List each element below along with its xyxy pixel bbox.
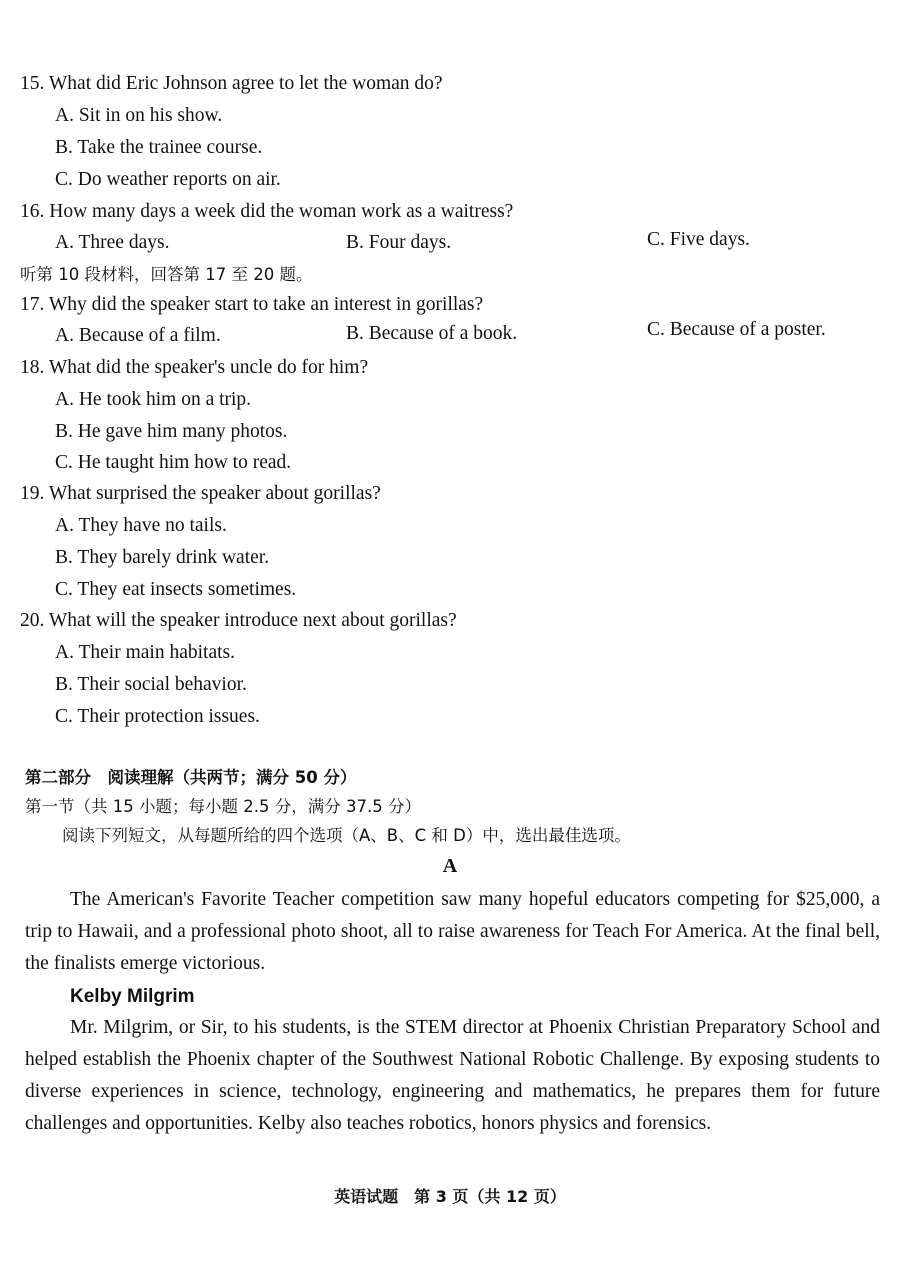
reading-instruction: 阅读下列短文，从每题所给的四个选项（A、B、C 和 D）中，选出最佳选项。	[62, 826, 631, 845]
question-19-option-a: A. They have no tails.	[55, 515, 227, 536]
question-20-stem: 20. What will the speaker introduce next about gorillas?	[20, 610, 457, 631]
question-17-stem: 17. Why did the speaker start to take an interest in gorillas?	[20, 294, 484, 315]
question-20-option-c: C. Their protection issues.	[55, 706, 260, 727]
question-15-stem: 15. What did Eric Johnson agree to let the woman do?	[20, 73, 443, 94]
passage-paragraph-1-text: Mr. Milgrim, or Sir, to his students, is the STEM director at Phoenix Christian Preparatory School and helped establish the Phoenix chapter of the Southwest National Robotic Challenge. By exposing students to diverse experiences in science, technology, engineering and mathematics, he prepares them for future challenges and opportunities. Kelby also teaches robotics, honors physics and forensics.	[25, 1017, 880, 1134]
question-15-option-a: A. Sit in on his show.	[55, 105, 223, 126]
question-17-option-a: A. Because of a film.	[55, 325, 221, 346]
question-15-option-c: C. Do weather reports on air.	[55, 169, 281, 190]
question-16-option-a: A. Three days.	[55, 232, 170, 253]
question-18-option-b: B. He gave him many photos.	[55, 421, 288, 442]
question-19-stem: 19. What surprised the speaker about gorillas?	[20, 483, 381, 504]
page-footer: 英语试题 第 3 页（共 12 页）	[334, 1187, 566, 1206]
question-16-option-b: B. Four days.	[346, 232, 452, 253]
question-19-option-b: B. They barely drink water.	[55, 547, 270, 568]
part-two-title: 第二部分 阅读理解（共两节；满分 50 分）	[25, 768, 357, 787]
question-19-option-c: C. They eat insects sometimes.	[55, 579, 297, 600]
question-16-option-c: C. Five days.	[647, 229, 750, 250]
question-17-option-c: C. Because of a poster.	[647, 319, 826, 340]
question-16-stem: 16. How many days a week did the woman work as a waitress?	[20, 201, 514, 222]
question-20-option-a: A. Their main habitats.	[55, 642, 235, 663]
question-17-option-b: B. Because of a book.	[346, 323, 518, 344]
question-18-stem: 18. What did the speaker's uncle do for him?	[20, 357, 369, 378]
passage-letter: A	[442, 855, 458, 877]
question-18-option-c: C. He taught him how to read.	[55, 452, 292, 473]
section-one-title: 第一节（共 15 小题；每小题 2.5 分，满分 37.5 分）	[25, 797, 421, 816]
passage-intro-text: The American's Favorite Teacher competition saw many hopeful educators competing for $25,000, a trip to Hawaii, and a professional photo shoot, all to raise awareness for Teach For America. At the final bell, the finalists emerge victorious.	[25, 889, 880, 974]
question-18-option-a: A. He took him on a trip.	[55, 389, 252, 410]
question-20-option-b: B. Their social behavior.	[55, 674, 247, 695]
passage-intro	[25, 884, 880, 980]
question-15-option-b: B. Take the trainee course.	[55, 137, 263, 158]
listening-instruction-10: 听第 10 段材料，回答第 17 至 20 题。	[20, 265, 313, 284]
passage-subhead: Kelby Milgrim	[70, 986, 195, 1007]
passage-paragraph-1	[25, 1012, 880, 1140]
